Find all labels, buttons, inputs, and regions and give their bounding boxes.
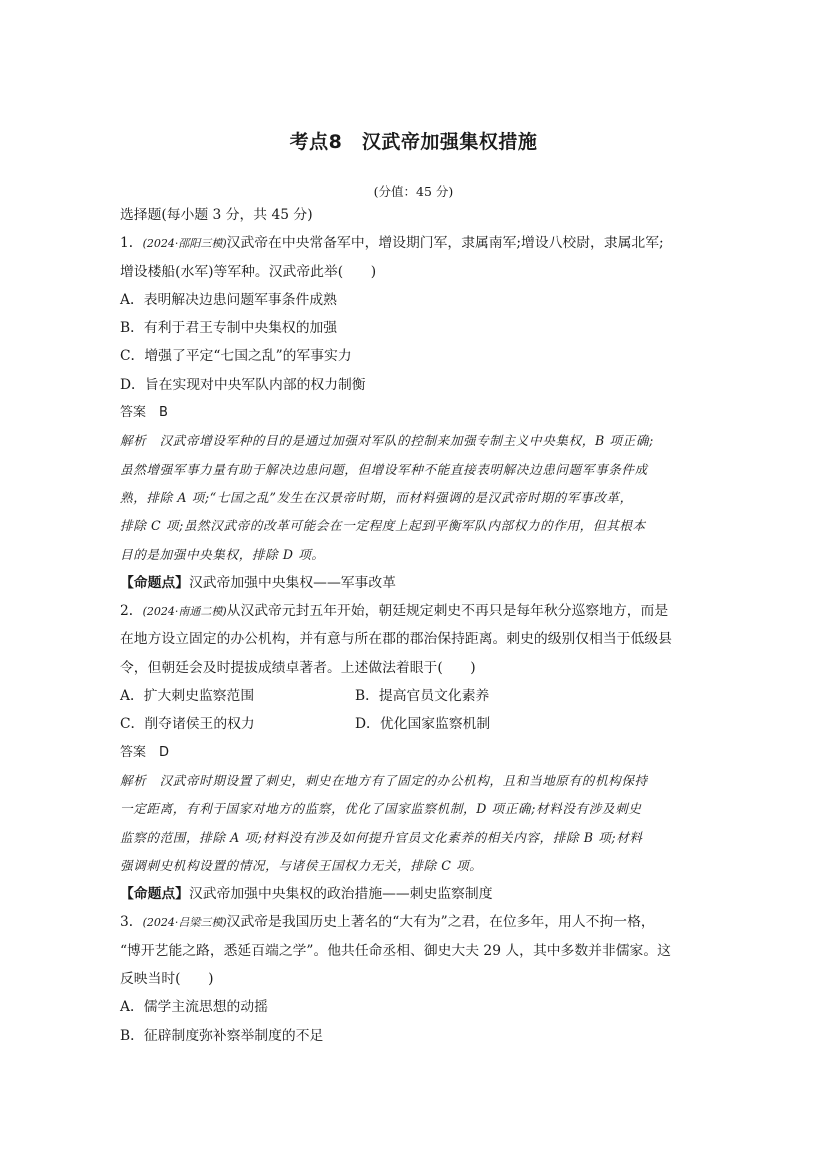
q1-tag-text: 汉武帝加强中央集权——军事改革 <box>188 574 396 591</box>
q2-source: (2024·南通二模) <box>142 605 227 619</box>
q2-explanation-4: 强调刺史机构设置的情况，与诸侯王国权力无关，排除 C 项。 <box>120 857 483 873</box>
q1-stem-line-2: 增设楼船(水军)等军种。汉武帝此举( ) <box>120 263 377 280</box>
q2-stem-line-3: 令，但朝廷会及时提拔成绩卓著者。上述做法着眼于( ) <box>120 659 476 676</box>
q1-explanation-3: 熟，排除 A 项;“七国之乱”发生在汉景帝时期，而材料强调的是汉武帝时期的军事改革， <box>120 489 633 505</box>
q3-stem-line-2: “博开艺能之路，悉延百端之学”。他共任命丞相、御史大夫 29 人，其中多数并非儒家。这 <box>120 942 671 959</box>
section-label: 选择题(每小题 3 分，共 45 分) <box>120 207 313 223</box>
q2-stem-line-1 <box>120 597 710 625</box>
page-title: 考点8 汉武帝加强集权措施 <box>289 131 538 153</box>
q2-options-row-1 <box>120 682 710 710</box>
q2-tag-label: 【命题点】 <box>120 886 189 903</box>
q3-stem-line-1 <box>120 908 710 936</box>
q1-stem-line-1 <box>120 229 710 257</box>
q1-explanation-4: 排除 C 项;虽然汉武帝的改革可能会在一定程度上起到平衡军队内部权力的作用，但其根本 <box>120 518 646 534</box>
q2-number: 2． <box>120 603 143 620</box>
q1-option-c: C．增强了平定“七国之乱”的军事实力 <box>120 348 352 365</box>
q1-tag-label: 【命题点】 <box>120 574 189 591</box>
q3-number: 3． <box>120 914 143 931</box>
q2-option-b: B．提高官员文化素养 <box>355 688 490 705</box>
q2-explanation-2: 一定距离，有利于国家对地方的监察，优化了国家监察机制，D 项正确;材料没有涉及刺史 <box>120 801 642 817</box>
q1-option-b: B．有利于君王专制中央集权的加强 <box>120 320 338 337</box>
q2-options-row-2 <box>120 710 710 738</box>
q1-explanation-1: 解析 汉武帝增设军种的目的是通过加强对军队的控制来加强专制主义中央集权，B 项正确; <box>120 433 654 449</box>
q3-stem-line-3: 反映当时( ) <box>120 971 214 988</box>
q1-number: 1． <box>120 235 143 252</box>
q2-option-d: D．优化国家监察机制 <box>355 716 491 733</box>
q2-answer: 答案 D <box>120 744 170 760</box>
q2-stem-text-1: 从汉武帝元封五年开始，朝廷规定刺史不再只是每年秋分巡察地方，而是 <box>226 603 669 620</box>
q1-source: (2024·邵阳三模) <box>142 237 227 251</box>
q2-option-c: C．削夺诸侯王的权力 <box>120 716 255 733</box>
q2-option-a: A．扩大刺史监察范围 <box>120 688 255 705</box>
q3-option-b: B．征辟制度弥补察举制度的不足 <box>120 1027 324 1044</box>
q1-answer: 答案 B <box>120 405 168 421</box>
content <box>120 201 710 1050</box>
score-info: (分值：45 分) <box>373 184 454 199</box>
q1-topic-tag <box>120 569 710 597</box>
q2-stem-line-2: 在地方设立固定的办公机构，并有意与所在郡的郡治保持距离。刺史的级别仅相当于低级县 <box>120 631 672 648</box>
q1-option-a: A．表明解决边患问题军事条件成熟 <box>120 291 337 308</box>
q3-stem-text-1: 汉武帝是我国历史上著名的“大有为”之君，在位多年，用人不拘一格， <box>226 914 655 931</box>
q2-topic-tag <box>120 880 710 908</box>
q2-tag-text: 汉武帝加强中央集权的政治措施——刺史监察制度 <box>188 886 493 903</box>
q1-explanation-2: 虽然增强军事力量有助于解决边患问题，但增设军种不能直接表明解决边患问题军事条件成 <box>120 461 648 477</box>
q2-explanation-1: 解析 汉武帝时期设置了刺史，刺史在地方有了固定的办公机构，且和当地原有的机构保持 <box>120 772 648 788</box>
q1-explanation-5: 目的是加强中央集权，排除 D 项。 <box>120 546 325 562</box>
q3-option-a: A．儒学主流思想的动摇 <box>120 999 268 1016</box>
q2-explanation-3: 监察的范围，排除 A 项;材料没有涉及如何提升官员文化素养的相关内容，排除 B 项;材料 <box>120 829 643 845</box>
q1-stem-text-1: 汉武帝在中央常备军中，增设期门军，隶属南军;增设八校尉，隶属北军; <box>226 235 664 252</box>
q1-option-d: D．旨在实现对中央军队内部的权力制衡 <box>120 376 366 393</box>
q3-source: (2024·吕梁三模) <box>142 916 227 930</box>
